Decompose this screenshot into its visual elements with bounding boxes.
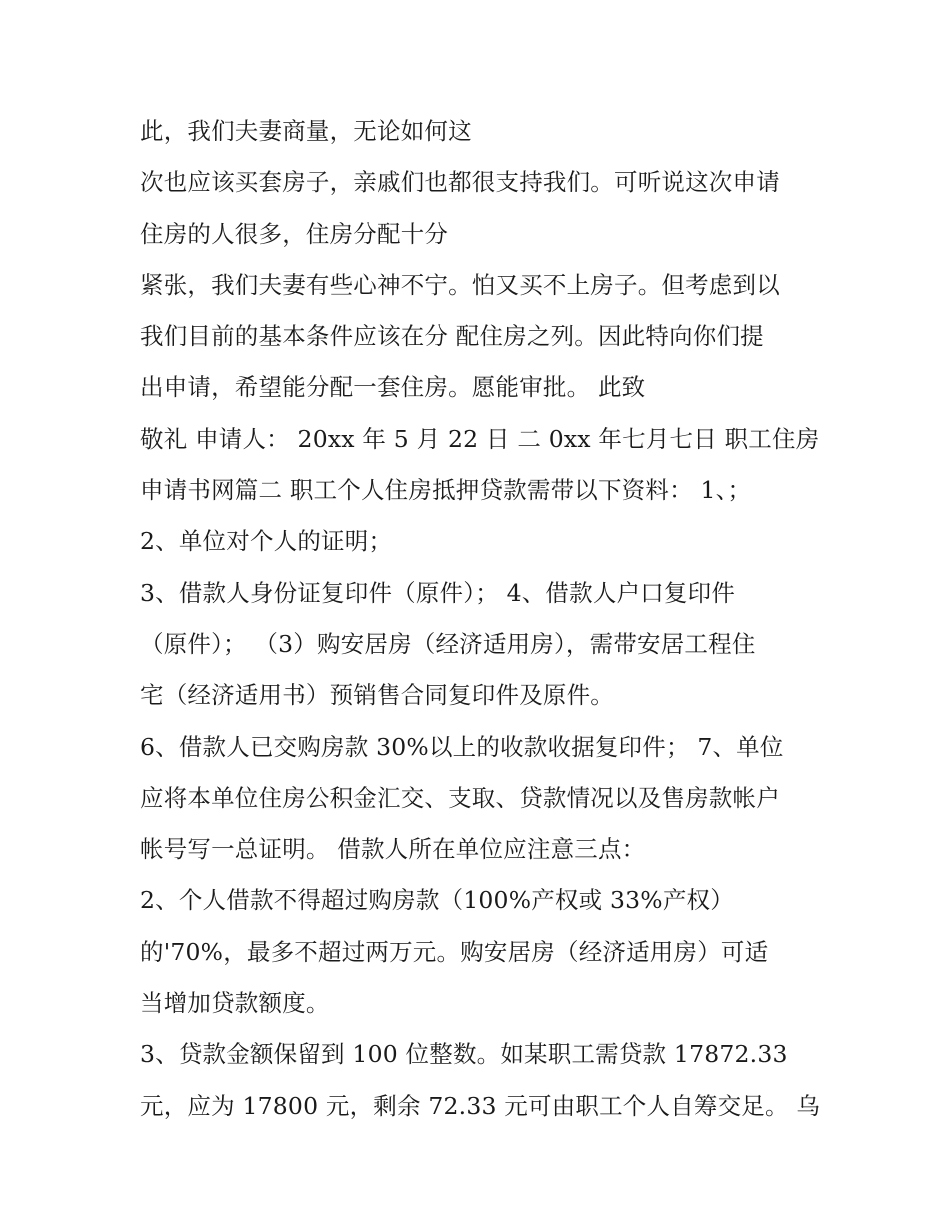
text-line: 我们目前的基本条件应该在分 配住房之列。因此特向你们提 [140,322,764,351]
text-line: 次也应该买套房子，亲戚们也都很支持我们。可听说这次申请 [140,168,780,197]
text-line: 元，应为 17800 元，剩余 72.33 元可由职工个人自筹交足。 乌 [140,1091,821,1120]
text-line: 应将本单位住房公积金汇交、支取、贷款情况以及售房款帐户 [140,783,780,812]
text-line: 3、借款人身份证复印件（原件）； 4、借款人户口复印件 [140,578,736,607]
text-line: 紧张，我们夫妻有些心神不宁。怕又买不上房子。但考虑到以 [140,270,780,299]
text-line: 的'70%，最多不超过两万元。购安居房（经济适用房）可适 [140,937,769,966]
text-line: 申请书网篇二 职工个人住房抵押贷款需带以下资料： 1、； [140,476,752,505]
text-line: 6、借款人已交购房款 30%以上的收款收据复印件； 7、单位 [140,732,784,761]
text-line: 住房的人很多，住房分配十分 [140,219,449,248]
text-line: 宅（经济适用书）预销售合同复印件及原件。 [140,681,614,710]
text-line: 此，我们夫妻商量，无论如何这 [140,117,472,145]
text-line: 出申请，希望能分配一套住房。愿能审批。 此致 [140,373,646,402]
document-body [140,106,840,1132]
text-line: 2、个人借款不得超过购房款（100%产权或 33%产权） [140,886,734,915]
text-line: 3、贷款金额保留到 100 位整数。如某职工需贷款 17872.33 [140,1040,788,1069]
text-line: 敬礼 申请人： 20xx 年 5 月 22 日 二 0xx 年七月七日 职工住房 [140,424,820,453]
text-line: 当增加贷款额度。 [140,989,330,1018]
text-line: 帐号写一总证明。 借款人所在单位应注意三点： [140,835,646,864]
text-line: （原件）； （3）购安居房（经济适用房），需带安居工程住 [140,629,756,658]
text-line: 2、单位对个人的证明； [140,527,393,556]
